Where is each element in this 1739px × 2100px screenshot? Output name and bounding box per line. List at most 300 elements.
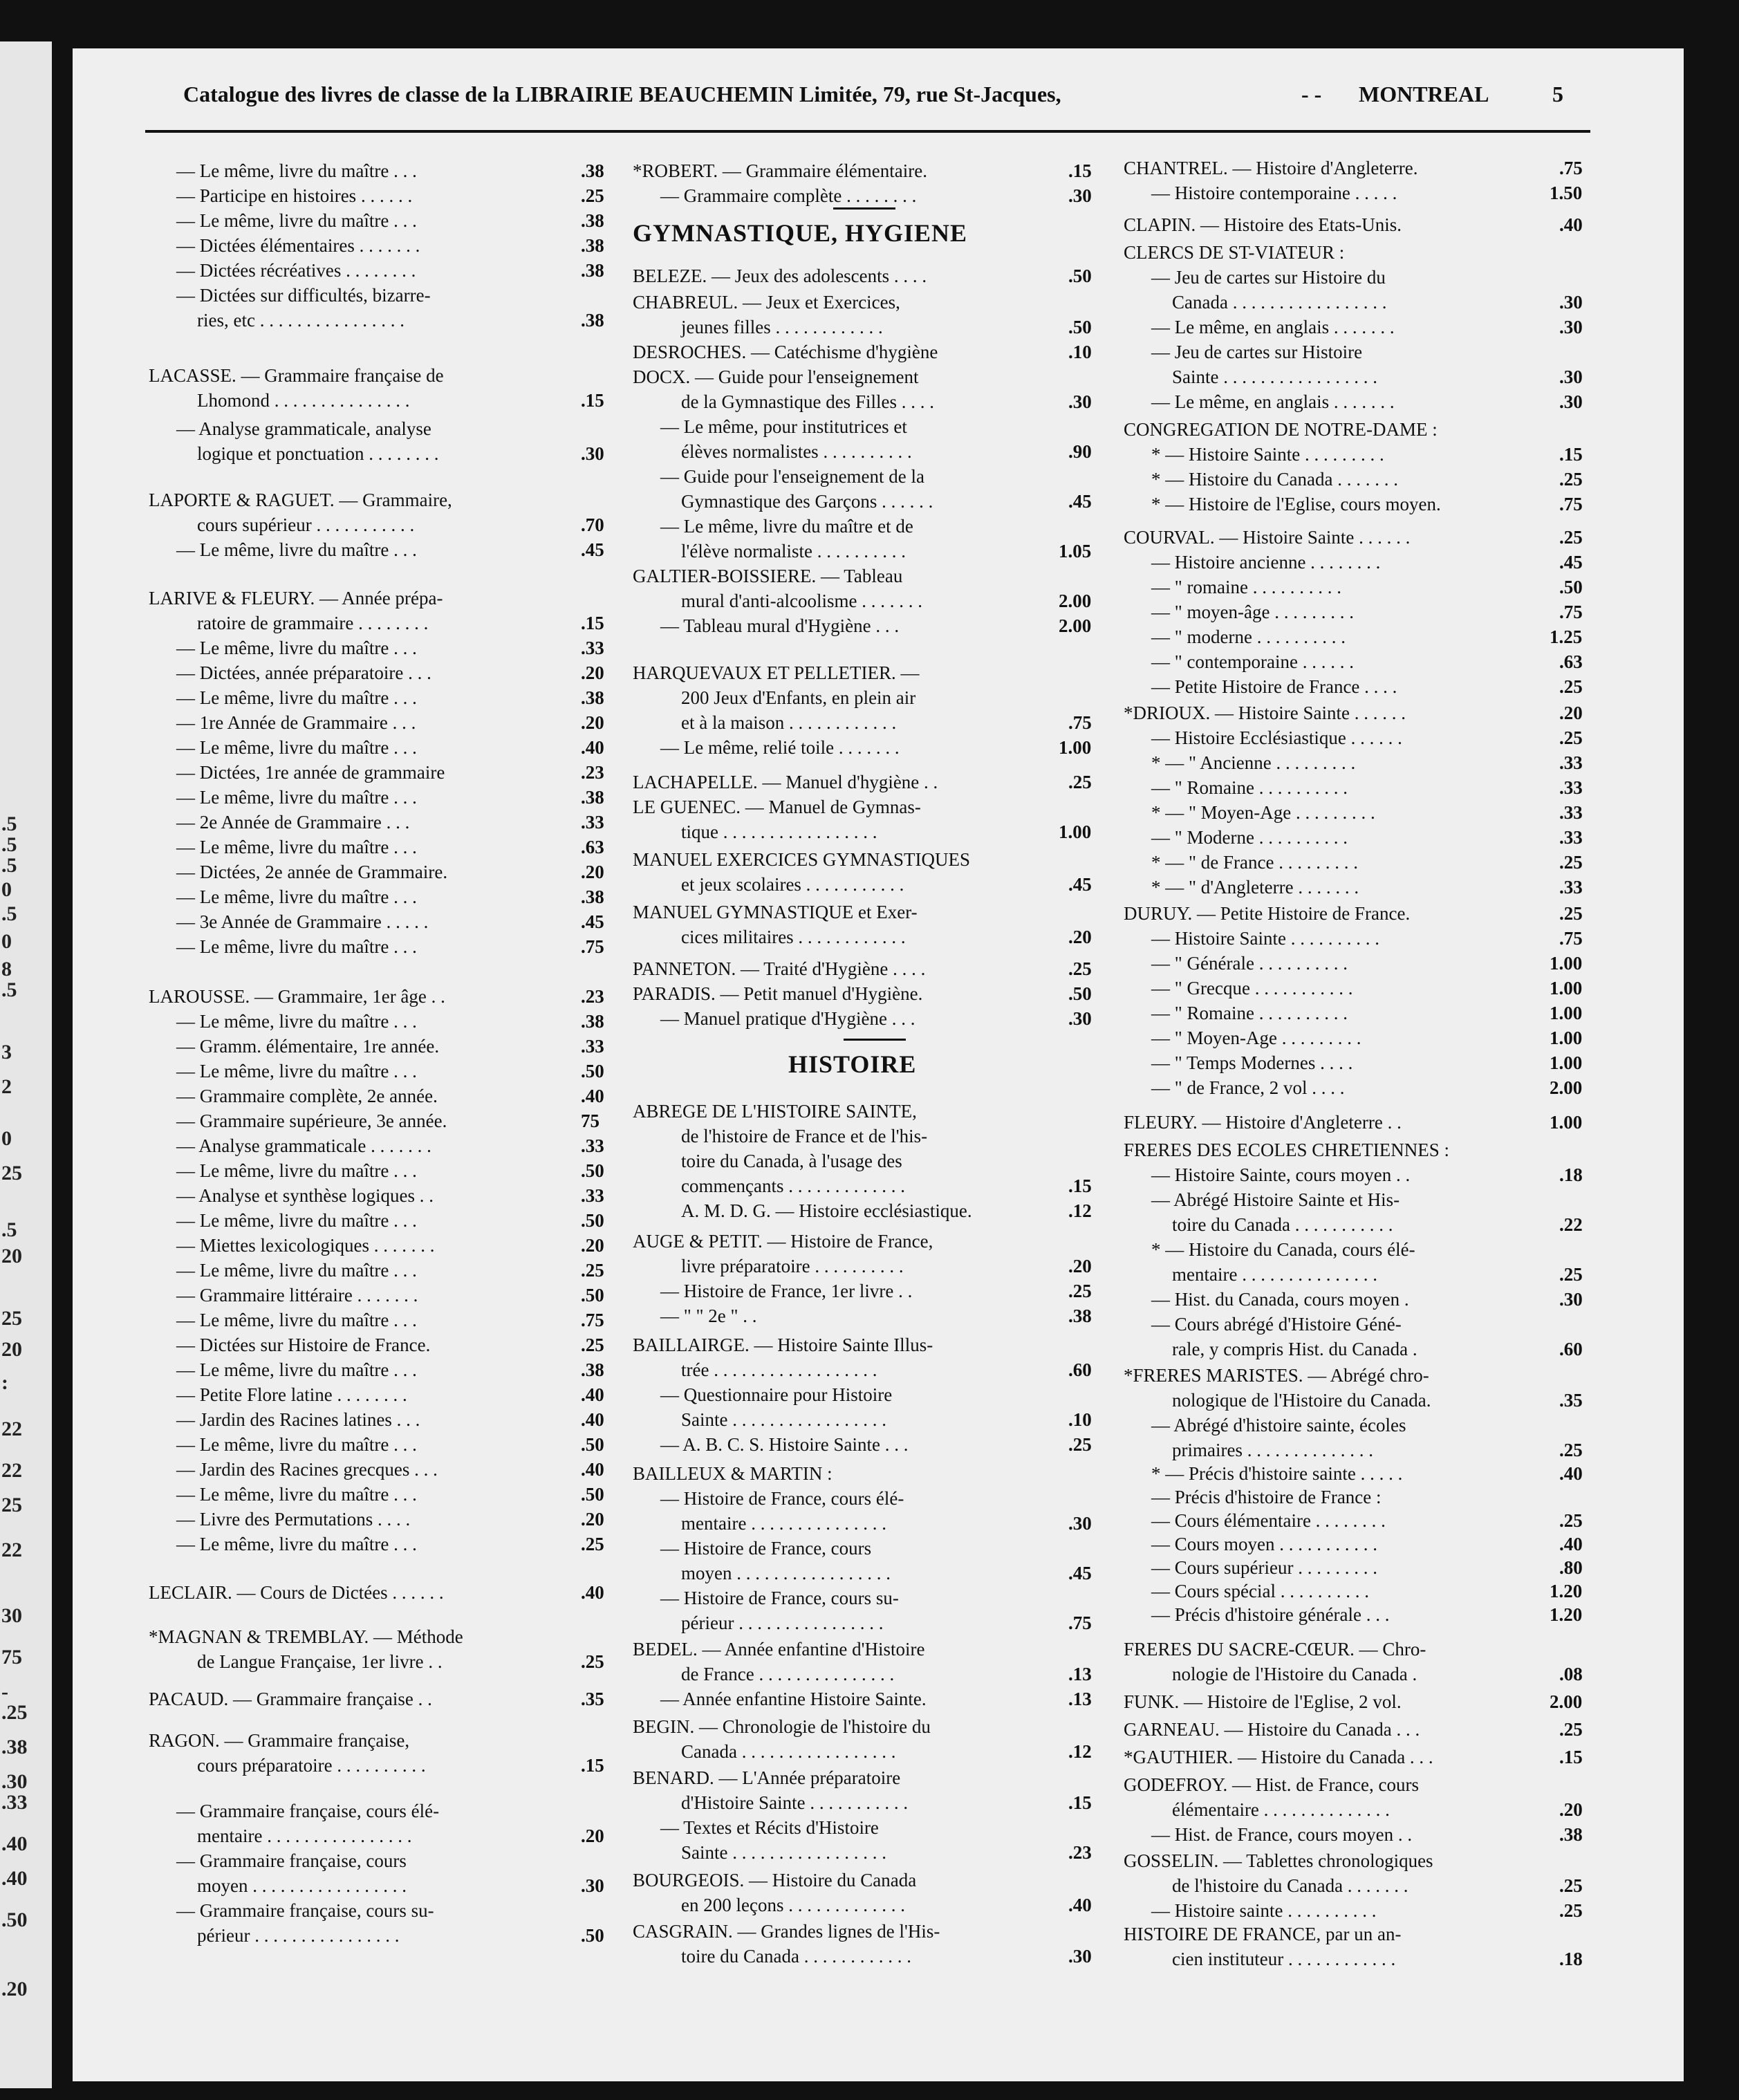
entry-price: .40: [1068, 1895, 1092, 1915]
entry-text: — " Grecque . . . . . . . . . . .: [1151, 978, 1353, 998]
heading-rule: [844, 1039, 906, 1041]
entry-text: de France . . . . . . . . . . . . . . .: [681, 1664, 895, 1684]
strip-number: 25: [1, 1162, 22, 1184]
entry-text: — 1re Année de Grammaire . . .: [176, 712, 416, 733]
entry-text: — Histoire Sainte . . . . . . . . . .: [1151, 928, 1379, 949]
entry-text: ratoire de grammaire . . . . . . . .: [197, 613, 429, 633]
entry-text: périeur . . . . . . . . . . . . . . . .: [681, 1613, 884, 1633]
entry-price: .40: [581, 1409, 604, 1430]
entry-text: — Gramm. élémentaire, 1re année.: [176, 1036, 440, 1057]
entry-price: .12: [1068, 1741, 1092, 1762]
entry-price: .38: [581, 886, 604, 907]
entry-text: — Grammaire complète . . . . . . . .: [660, 185, 917, 206]
entry-text: Canada . . . . . . . . . . . . . . . . .: [1172, 292, 1387, 313]
entry-text: LAPORTE & RAGUET. — Grammaire,: [149, 490, 452, 510]
entry-text: — Le même, livre du maître . . .: [176, 936, 417, 957]
entry-text: — Histoire de France, cours: [660, 1538, 872, 1559]
entry-text: — Analyse et synthèse logiques . .: [176, 1185, 434, 1206]
column-3: [1124, 145, 1608, 2012]
entry-price: .20: [581, 662, 604, 683]
entry-price: .25: [1068, 1281, 1092, 1301]
entry-price: .45: [581, 539, 604, 560]
entry-text: BENARD. — L'Année préparatoire: [633, 1767, 901, 1788]
strip-number: 25: [1, 1307, 22, 1330]
entry-text: PARADIS. — Petit manuel d'Hygiène.: [633, 983, 923, 1004]
entry-price: .25: [581, 1260, 604, 1281]
entry-text: — Histoire de France, 1er livre . .: [660, 1281, 913, 1301]
entry-price: .75: [581, 936, 604, 957]
entry-text: — " moyen-âge . . . . . . . . .: [1151, 602, 1354, 622]
entry-price: 2.00: [1059, 615, 1092, 636]
strip-number: 20: [1, 1245, 22, 1267]
entry-text: — Le même, livre du maître et de: [660, 516, 913, 537]
entry-text: jeunes filles . . . . . . . . . . . .: [681, 317, 883, 337]
entry-price: .40: [581, 737, 604, 758]
entry-price: .35: [581, 1689, 604, 1709]
entry-price: .25: [581, 1534, 604, 1554]
entry-text: trée . . . . . . . . . . . . . . . . . .: [681, 1359, 877, 1380]
entry-price: .45: [1068, 1563, 1092, 1583]
entry-price: 1.05: [1059, 541, 1092, 561]
entry-text: cien instituteur . . . . . . . . . . . .: [1172, 1949, 1396, 1969]
entry-text: — Petite Flore latine . . . . . . . .: [176, 1384, 407, 1405]
entry-text: — " Romaine . . . . . . . . . .: [1151, 777, 1348, 798]
strip-number: 20: [1, 1338, 22, 1361]
entry-price: .40: [1559, 214, 1583, 235]
entry-price: .25: [1559, 1900, 1583, 1921]
entry-text: BOURGEOIS. — Histoire du Canada: [633, 1870, 917, 1890]
entry-price: .20: [1559, 703, 1583, 723]
entry-price: .25: [581, 1651, 604, 1672]
entry-text: GALTIER-BOISSIERE. — Tableau: [633, 566, 903, 586]
entry-text: — Le même, livre du maître . . .: [176, 1210, 417, 1231]
entry-text: l'élève normaliste . . . . . . . . . .: [681, 541, 906, 561]
entry-price: .70: [581, 514, 604, 535]
entry-text: * — Histoire de l'Eglise, cours moyen.: [1151, 494, 1441, 514]
entry-text: — Hist. de France, cours moyen . .: [1151, 1824, 1413, 1845]
entry-text: — Le même, livre du maître . . .: [176, 1534, 417, 1554]
entry-price: .10: [1068, 1409, 1092, 1430]
strip-number: 22: [1, 1539, 22, 1561]
entry-price: .38: [1068, 1305, 1092, 1326]
entry-price: .90: [1068, 441, 1092, 462]
entry-text: HARQUEVAUX ET PELLETIER. —: [633, 662, 920, 683]
entry-text: * — " d'Angleterre . . . . . . .: [1151, 877, 1359, 898]
entry-text: — 2e Année de Grammaire . . .: [176, 812, 410, 833]
entry-text: FLEURY. — Histoire d'Angleterre . .: [1124, 1112, 1402, 1133]
entry-price: .20: [581, 712, 604, 733]
entry-text: * — " Ancienne . . . . . . . . .: [1151, 752, 1356, 773]
entry-price: .33: [1559, 777, 1583, 798]
entry-price: .50: [581, 1285, 604, 1305]
entry-text: — Le même, livre du maître . . .: [176, 1061, 417, 1081]
entry-text: mural d'anti-alcoolisme . . . . . . .: [681, 591, 923, 611]
entry-text: — Participe en histoires . . . . . .: [176, 185, 413, 206]
entry-price: .35: [1559, 1390, 1583, 1411]
entry-text: Canada . . . . . . . . . . . . . . . . .: [681, 1741, 896, 1762]
entry-text: CHANTREL. — Histoire d'Angleterre.: [1124, 158, 1418, 178]
entry-price: .33: [581, 638, 604, 658]
entry-price: .50: [581, 1210, 604, 1231]
entry-text: — Cours spécial . . . . . . . . . .: [1151, 1581, 1369, 1601]
entry-text: Gymnastique des Garçons . . . . . .: [681, 491, 933, 512]
entry-text: COURVAL. — Histoire Sainte . . . . . .: [1124, 527, 1411, 548]
entry-price: 1.00: [1059, 821, 1092, 842]
entry-text: commençants . . . . . . . . . . . . .: [681, 1176, 905, 1196]
entry-text: — " Moyen-Age . . . . . . . . .: [1151, 1028, 1361, 1048]
entry-text: BEDEL. — Année enfantine d'Histoire: [633, 1639, 925, 1660]
entry-text: — " contemporaine . . . . . .: [1151, 651, 1354, 672]
entry-text: — Grammaire française, cours su-: [176, 1900, 434, 1921]
entry-text: FUNK. — Histoire de l'Eglise, 2 vol.: [1124, 1691, 1402, 1712]
entry-price: .20: [1068, 927, 1092, 947]
entry-price: .75: [1559, 602, 1583, 622]
entry-price: .45: [1068, 874, 1092, 895]
entry-price: .25: [1559, 903, 1583, 924]
entry-price: .25: [1068, 1434, 1092, 1455]
strip-number: .25: [1, 1701, 28, 1724]
entry-text: élèves normalistes . . . . . . . . . .: [681, 441, 912, 462]
entry-price: 1.25: [1550, 626, 1583, 647]
entry-price: .25: [1559, 1510, 1583, 1531]
entry-price: .18: [1559, 1949, 1583, 1969]
strip-number: .40: [1, 1867, 28, 1890]
column-2: [633, 145, 1117, 2012]
strip-number: .5: [1, 833, 17, 856]
entry-text: — Dictées récréatives . . . . . . . .: [176, 260, 416, 281]
entry-price: .50: [581, 1160, 604, 1181]
entry-price: .13: [1068, 1689, 1092, 1709]
entry-price: 1.20: [1550, 1581, 1583, 1601]
entry-price: .30: [1068, 185, 1092, 206]
entry-text: périeur . . . . . . . . . . . . . . . .: [197, 1925, 400, 1946]
strip-number: 0: [1, 878, 12, 901]
entry-price: .45: [1559, 552, 1583, 573]
entry-price: .30: [1559, 391, 1583, 412]
entry-text: — Grammaire française, cours élé-: [176, 1801, 440, 1821]
entry-text: GOSSELIN. — Tablettes chronologiques: [1124, 1850, 1433, 1871]
entry-price: .15: [1068, 1176, 1092, 1196]
entry-text: RAGON. — Grammaire française,: [149, 1730, 410, 1751]
adjacent-page-strip: [0, 41, 52, 2088]
entry-text: — Miettes lexicologiques . . . . . . .: [176, 1235, 435, 1256]
entry-text: — " de France, 2 vol . . . .: [1151, 1077, 1345, 1098]
strip-number: 25: [1, 1494, 22, 1516]
entry-text: logique et ponctuation . . . . . . . .: [197, 443, 439, 464]
header-city: MONTREAL: [1359, 82, 1489, 106]
entry-price: .30: [581, 443, 604, 464]
entry-price: .33: [581, 1135, 604, 1156]
entry-text: DURUY. — Petite Histoire de France.: [1124, 903, 1411, 924]
entry-text: BAILLAIRGE. — Histoire Sainte Illus-: [633, 1335, 933, 1355]
entry-text: tique . . . . . . . . . . . . . . . . .: [681, 821, 877, 842]
entry-price: .38: [581, 210, 604, 231]
entry-text: — Histoire de France, cours su-: [660, 1588, 899, 1608]
section-heading: GYMNASTIQUE, HYGIENE: [633, 219, 968, 247]
entry-text: — Le même, pour institutrices et: [660, 416, 907, 437]
entry-text: cices militaires . . . . . . . . . . . .: [681, 927, 906, 947]
entry-price: .30: [1559, 366, 1583, 387]
entry-text: — " moderne . . . . . . . . . .: [1151, 626, 1346, 647]
entry-text: *ROBERT. — Grammaire élémentaire.: [633, 160, 927, 181]
entry-text: — Dictées, 1re année de grammaire: [176, 762, 445, 783]
entry-price: .30: [1559, 317, 1583, 337]
strip-number: 8: [1, 958, 12, 981]
entry-text: de Langue Française, 1er livre . .: [197, 1651, 443, 1672]
strip-number: .40: [1, 1832, 28, 1855]
entry-text: LARIVE & FLEURY. — Année prépa-: [149, 588, 443, 608]
entry-price: .40: [581, 1582, 604, 1603]
strip-number: .50: [1, 1908, 28, 1931]
entry-text: moyen . . . . . . . . . . . . . . . . .: [681, 1563, 891, 1583]
entry-text: FRERES DES ECOLES CHRETIENNES :: [1124, 1140, 1450, 1160]
entry-text: LE GUENEC. — Manuel de Gymnas-: [633, 797, 921, 817]
entry-price: .40: [581, 1459, 604, 1480]
entry-text: Sainte . . . . . . . . . . . . . . . . .: [681, 1842, 886, 1863]
entry-price: .50: [1068, 983, 1092, 1004]
entry-text: — Grammaire complète, 2e année.: [176, 1086, 438, 1106]
entry-price: .63: [581, 837, 604, 857]
entry-text: toire du Canada, à l'usage des: [681, 1151, 902, 1171]
entry-price: .10: [1068, 342, 1092, 362]
entry-text: — Dictées sur difficultés, bizarre-: [176, 285, 431, 306]
entry-text: — Le même, livre du maître . . .: [176, 1310, 417, 1330]
entry-price: .25: [1559, 527, 1583, 548]
entry-text: ries, etc . . . . . . . . . . . . . . . .: [197, 310, 404, 331]
entry-price: .50: [1559, 577, 1583, 597]
entry-price: .20: [581, 1235, 604, 1256]
entry-price: .50: [581, 1925, 604, 1946]
entry-price: .38: [581, 235, 604, 256]
entry-text: *MAGNAN & TREMBLAY. — Méthode: [149, 1626, 463, 1647]
entry-price: .50: [581, 1434, 604, 1455]
entry-price: .30: [581, 1875, 604, 1896]
entry-text: — " " 2e " . .: [660, 1305, 757, 1326]
entry-text: CLERCS DE ST-VIATEUR :: [1124, 242, 1345, 263]
entry-text: LACASSE. — Grammaire française de: [149, 365, 444, 386]
entry-price: .25: [581, 185, 604, 206]
entry-text: — Le même, relié toile . . . . . . .: [660, 737, 900, 758]
entry-text: — Le même, livre du maître . . .: [176, 160, 417, 181]
strip-number: .38: [1, 1736, 28, 1758]
entry-text: ABREGE DE L'HISTOIRE SAINTE,: [633, 1101, 917, 1122]
entry-price: .25: [1559, 1719, 1583, 1740]
entry-text: DESROCHES. — Catéchisme d'hygiène: [633, 342, 938, 362]
header-rule: [145, 130, 1590, 133]
entry-price: .75: [1068, 1613, 1092, 1633]
entry-price: .15: [1559, 444, 1583, 465]
entry-price: .15: [1068, 1792, 1092, 1813]
entry-text: *GAUTHIER. — Histoire du Canada . . .: [1124, 1747, 1433, 1767]
entry-text: BAILLEUX & MARTIN :: [633, 1463, 833, 1484]
entry-text: — Abrégé d'histoire sainte, écoles: [1151, 1415, 1406, 1435]
entry-price: .63: [1559, 651, 1583, 672]
entry-text: — Le même, livre du maître . . .: [176, 837, 417, 857]
entry-text: — Le même, livre du maître . . .: [176, 687, 417, 708]
entry-text: — Questionnaire pour Histoire: [660, 1384, 893, 1405]
entry-text: mentaire . . . . . . . . . . . . . . .: [1172, 1264, 1377, 1285]
entry-price: .20: [581, 1825, 604, 1846]
entry-price: 2.00: [1059, 591, 1092, 611]
strip-number: 22: [1, 1459, 22, 1482]
entry-text: — Le même, livre du maître . . .: [176, 1011, 417, 1032]
entry-text: — Jeu de cartes sur Histoire du: [1151, 267, 1386, 288]
entry-text: en 200 leçons . . . . . . . . . . . . .: [681, 1895, 905, 1915]
entry-text: — Histoire sainte . . . . . . . . . .: [1151, 1900, 1377, 1921]
entry-text: CHABREUL. — Jeux et Exercices,: [633, 292, 900, 313]
entry-text: — Dictées élémentaires . . . . . . .: [176, 235, 420, 256]
strip-number: .5: [1, 1218, 17, 1241]
entry-price: .25: [1559, 1440, 1583, 1460]
entry-price: .20: [581, 862, 604, 882]
entry-price: .40: [1559, 1534, 1583, 1554]
entry-text: — Le même, livre du maître . . .: [176, 638, 417, 658]
entry-text: — " Moderne . . . . . . . . . .: [1151, 827, 1348, 848]
entry-text: livre préparatoire . . . . . . . . . .: [681, 1256, 904, 1276]
entry-text: DOCX. — Guide pour l'enseignement: [633, 366, 919, 387]
entry-price: .22: [1559, 1214, 1583, 1235]
entry-text: — Le même, livre du maître . . .: [176, 787, 417, 808]
strip-number: .5: [1, 812, 17, 835]
entry-text: — Livre des Permutations . . . .: [176, 1509, 411, 1530]
entry-text: — Dictées, année préparatoire . . .: [176, 662, 431, 683]
entry-price: .15: [1068, 160, 1092, 181]
entry-text: — Histoire ancienne . . . . . . . .: [1151, 552, 1381, 573]
entry-text: — " romaine . . . . . . . . . .: [1151, 577, 1341, 597]
entry-text: — Cours abrégé d'Histoire Géné-: [1151, 1314, 1402, 1335]
entry-text: — Le même, livre du maître . . .: [176, 1434, 417, 1455]
entry-text: Lhomond . . . . . . . . . . . . . . .: [197, 390, 410, 411]
entry-text: LAROUSSE. — Grammaire, 1er âge . .: [149, 986, 445, 1007]
page-number: 5: [1552, 82, 1563, 106]
entry-price: .75: [1559, 158, 1583, 178]
entry-price: .15: [581, 1755, 604, 1776]
entry-price: .25: [1559, 1875, 1583, 1896]
entry-text: 200 Jeux d'Enfants, en plein air: [681, 687, 916, 708]
entry-price: .20: [1559, 1799, 1583, 1820]
section-heading: HISTOIRE: [788, 1050, 917, 1078]
entry-text: et jeux scolaires . . . . . . . . . . .: [681, 874, 904, 895]
entry-text: — Le même, livre du maître . . .: [176, 1160, 417, 1181]
entry-price: .38: [581, 687, 604, 708]
entry-text: AUGE & PETIT. — Histoire de France,: [633, 1231, 933, 1252]
entry-price: .80: [1559, 1557, 1583, 1578]
entry-price: .50: [581, 1484, 604, 1505]
entry-text: — Analyse grammaticale . . . . . . .: [176, 1135, 431, 1156]
entry-text: — Le même, en anglais . . . . . . .: [1151, 317, 1395, 337]
entry-text: * — Histoire Sainte . . . . . . . . .: [1151, 444, 1384, 465]
entry-text: BELEZE. — Jeux des adolescents . . . .: [633, 266, 927, 286]
entry-price: .33: [1559, 802, 1583, 823]
entry-text: élémentaire . . . . . . . . . . . . . .: [1172, 1799, 1390, 1820]
entry-text: * — Histoire du Canada, cours élé-: [1151, 1239, 1415, 1260]
page-header: [111, 82, 1618, 118]
header-title: Catalogue des livres de classe de la LIBRAIRIE BEAUCHEMIN Limitée, 79, rue St-Jacques,: [183, 82, 1061, 106]
entry-price: .23: [1068, 1842, 1092, 1863]
entry-price: .25: [1068, 772, 1092, 792]
entry-text: * — Précis d'histoire sainte . . . . .: [1151, 1463, 1403, 1484]
entry-text: — " Temps Modernes . . . .: [1151, 1052, 1353, 1073]
entry-price: .18: [1559, 1164, 1583, 1185]
entry-text: — " Romaine . . . . . . . . . .: [1151, 1003, 1348, 1023]
entry-price: .40: [581, 1086, 604, 1106]
entry-price: .25: [1559, 676, 1583, 697]
entry-price: .75: [1559, 928, 1583, 949]
entry-price: .23: [581, 762, 604, 783]
strip-number: .20: [1, 1978, 28, 2000]
entry-text: LECLAIR. — Cours de Dictées . . . . . .: [149, 1582, 444, 1603]
entry-text: rale, y compris Hist. du Canada .: [1172, 1339, 1417, 1359]
entry-text: — A. B. C. S. Histoire Sainte . . .: [660, 1434, 909, 1455]
entry-price: 1.00: [1550, 978, 1583, 998]
strip-number: -: [1, 1680, 8, 1703]
entry-price: .33: [581, 1185, 604, 1206]
strip-number: 3: [1, 1041, 12, 1063]
entry-text: — " Générale . . . . . . . . . .: [1151, 953, 1348, 974]
entry-price: .25: [1559, 852, 1583, 873]
entry-price: .30: [1068, 1513, 1092, 1534]
entry-text: cours préparatoire . . . . . . . . . .: [197, 1755, 426, 1776]
entry-text: * — " Moyen-Age . . . . . . . . .: [1151, 802, 1375, 823]
entry-text: *FRERES MARISTES. — Abrégé chro-: [1124, 1365, 1429, 1386]
entry-price: 1.20: [1550, 1604, 1583, 1625]
entry-text: — Abrégé Histoire Sainte et His-: [1151, 1189, 1400, 1210]
entry-text: PACAUD. — Grammaire française . .: [149, 1689, 432, 1709]
strip-number: .30: [1, 1770, 28, 1793]
strip-number: 22: [1, 1418, 22, 1440]
entry-price: .75: [581, 1310, 604, 1330]
strip-number: 75: [1, 1646, 22, 1669]
entry-price: .38: [581, 160, 604, 181]
entry-text: — Guide pour l'enseignement de la: [660, 466, 925, 487]
entry-text: CASGRAIN. — Grandes lignes de l'His-: [633, 1921, 940, 1942]
entry-price: .75: [1559, 494, 1583, 514]
entry-text: — Histoire Ecclésiastique . . . . . .: [1151, 727, 1402, 748]
entry-price: .20: [1068, 1256, 1092, 1276]
entry-price: .33: [581, 812, 604, 833]
entry-text: toire du Canada . . . . . . . . . . . .: [681, 1946, 911, 1967]
strip-number: .5: [1, 902, 17, 925]
entry-text: — Le même, livre du maître . . .: [176, 1260, 417, 1281]
entry-text: de la Gymnastique des Filles . . . .: [681, 391, 934, 412]
entry-text: — Le même, livre du maître . . .: [176, 1359, 417, 1380]
entry-text: A. M. D. G. — Histoire ecclésiastique.: [681, 1200, 972, 1221]
entry-text: d'Histoire Sainte . . . . . . . . . . .: [681, 1792, 909, 1813]
entry-text: Sainte . . . . . . . . . . . . . . . . .: [1172, 366, 1377, 387]
entry-text: — Analyse grammaticale, analyse: [176, 418, 431, 439]
strip-number: .33: [1, 1791, 28, 1814]
entry-price: 2.00: [1550, 1691, 1583, 1712]
entry-price: .20: [581, 1509, 604, 1530]
entry-text: HISTOIRE DE FRANCE, par un an-: [1124, 1924, 1402, 1944]
strip-number: 0: [1, 930, 12, 953]
entry-text: — Jardin des Racines latines . . .: [176, 1409, 420, 1430]
entry-text: — Le même, livre du maître . . .: [176, 539, 417, 560]
entry-price: .30: [1559, 1289, 1583, 1310]
entry-price: 1.00: [1550, 1052, 1583, 1073]
entry-text: BEGIN. — Chronologie de l'histoire du: [633, 1716, 931, 1737]
entry-price: .38: [581, 310, 604, 331]
entry-price: 75: [581, 1111, 599, 1131]
strip-number: .5: [1, 854, 17, 877]
entry-text: FRERES DU SACRE-CŒUR. — Chro-: [1124, 1639, 1426, 1660]
entry-price: .38: [581, 787, 604, 808]
entry-text: MANUEL EXERCICES GYMNASTIQUES: [633, 849, 971, 870]
entry-text: — Hist. du Canada, cours moyen .: [1151, 1289, 1409, 1310]
entry-price: .38: [581, 1359, 604, 1380]
entry-price: .13: [1068, 1664, 1092, 1684]
entry-text: Sainte . . . . . . . . . . . . . . . . .: [681, 1409, 886, 1430]
